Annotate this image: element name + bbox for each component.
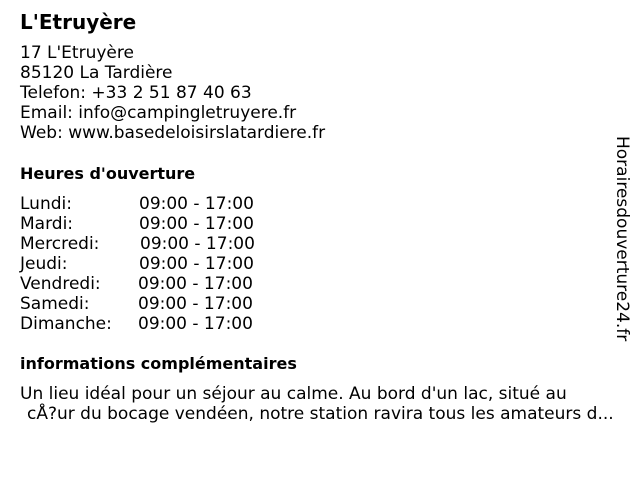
day-label: Vendredi:: [20, 274, 101, 294]
time-range: 09:00 - 17:00: [139, 194, 254, 214]
address-city: 85120 La Tardière: [20, 63, 173, 83]
address-street: 17 L'Etruyère: [20, 43, 134, 63]
time-range: 09:00 - 17:00: [139, 214, 254, 234]
site-watermark-text: Horairesdouverture24.fr: [612, 136, 632, 342]
hours-row-wednesday: [20, 234, 320, 254]
hours-row-tuesday: [20, 214, 320, 234]
hours-row-monday: [20, 194, 320, 214]
day-label: Jeudi:: [20, 254, 68, 274]
hours-row-thursday: [20, 254, 320, 274]
email-line: Email: info@campingletruyere.fr: [20, 103, 297, 123]
day-label: Mercredi:: [20, 234, 100, 254]
time-range: 09:00 - 17:00: [139, 254, 254, 274]
day-label: Lundi:: [20, 194, 72, 214]
site-watermark: [612, 136, 636, 368]
time-range: 09:00 - 17:00: [138, 294, 253, 314]
day-label: Samedi:: [20, 294, 90, 314]
contact-details: [20, 43, 325, 143]
opening-hours-heading: Heures d'ouverture: [20, 164, 196, 183]
opening-hours-table: [20, 194, 320, 334]
description-line: Un lieu idéal pour un séjour au calme. Au bord d'un lac, situé au: [20, 384, 567, 404]
additional-info-heading: informations complémentaires: [20, 354, 297, 373]
hours-row-friday: [20, 274, 320, 294]
day-label: Mardi:: [20, 214, 74, 234]
hours-row-saturday: [20, 294, 320, 314]
time-range: 09:00 - 17:00: [138, 274, 253, 294]
place-title: L'Etruyère: [20, 10, 137, 34]
time-range: 09:00 - 17:00: [138, 314, 253, 334]
time-range: 09:00 - 17:00: [140, 234, 255, 254]
day-label: Dimanche:: [20, 314, 112, 334]
phone-line: Telefon: +33 2 51 87 40 63: [20, 83, 252, 103]
web-line: Web: www.basedeloisirslatardiere.fr: [20, 123, 326, 143]
hours-row-sunday: [20, 314, 320, 334]
description-line: cÅ?ur du bocage vendéen, notre station ravira tous les amateurs d...: [27, 404, 614, 424]
additional-info-text: [20, 384, 626, 424]
